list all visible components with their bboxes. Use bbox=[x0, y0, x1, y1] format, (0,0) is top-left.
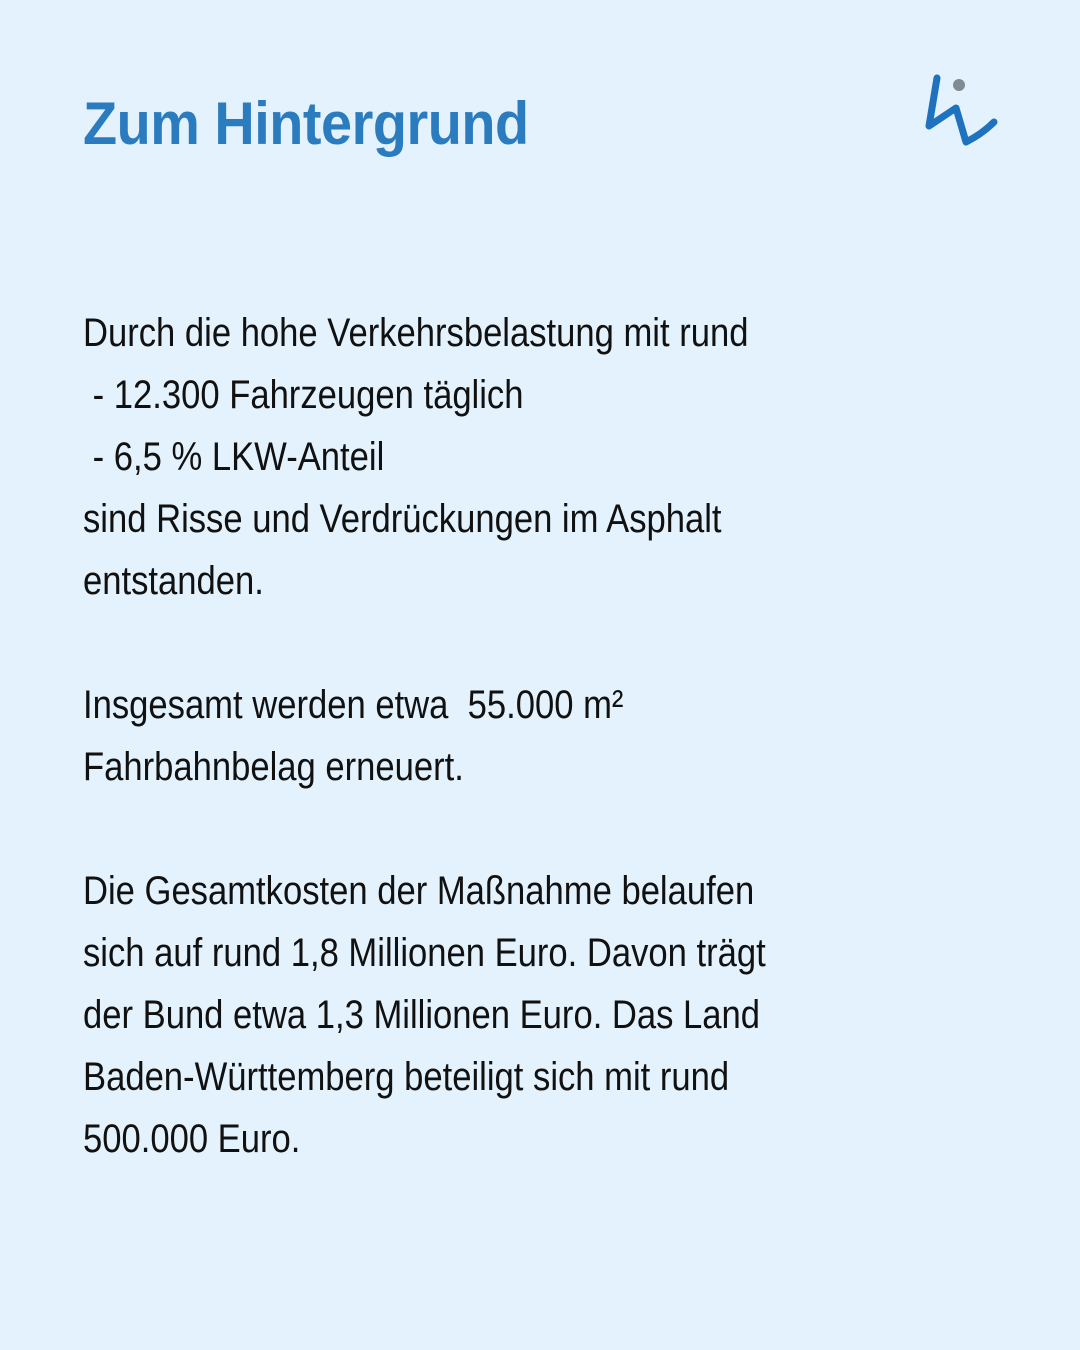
paragraph-costs bbox=[83, 860, 948, 1170]
text-line: sich auf rund 1,8 Millionen Euro. Davon trägt bbox=[83, 931, 766, 975]
page-title: Zum Hintergrund bbox=[83, 90, 529, 157]
paragraph-spacer bbox=[83, 798, 948, 860]
list-item-truck-share: - 6,5 % LKW-Anteil bbox=[83, 435, 385, 479]
paragraph-spacer bbox=[83, 612, 948, 674]
text-line: Die Gesamtkosten der Maßnahme belaufen bbox=[83, 869, 755, 913]
wave-i-logo-icon bbox=[920, 68, 1010, 158]
text-line: Fahrbahnbelag erneuert. bbox=[83, 745, 464, 789]
paragraph-traffic-load bbox=[83, 302, 948, 612]
text-line: 500.000 Euro. bbox=[83, 1117, 301, 1161]
text-line: Baden-Württemberg beteiligt sich mit rund bbox=[83, 1055, 730, 1099]
list-item-vehicles-per-day: - 12.300 Fahrzeugen täglich bbox=[83, 373, 524, 417]
text-line: entstanden. bbox=[83, 559, 264, 603]
background-info-text bbox=[83, 302, 948, 1170]
text-line: der Bund etwa 1,3 Millionen Euro. Das Land bbox=[83, 993, 761, 1037]
text-line: Insgesamt werden etwa 55.000 m² bbox=[83, 683, 624, 727]
paragraph-renewed-area bbox=[83, 674, 948, 798]
text-line: sind Risse und Verdrückungen im Asphalt bbox=[83, 497, 722, 541]
text-line: Durch die hohe Verkehrsbelastung mit rund bbox=[83, 311, 749, 355]
